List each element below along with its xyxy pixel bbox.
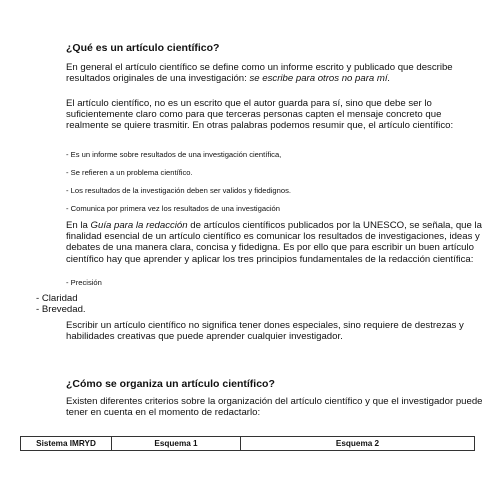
table-header-cell: Sistema IMRYD [21,437,112,451]
principle-item: - Precisión [66,278,102,287]
bullet-item: - Se refieren a un problema científico. [66,168,193,177]
paragraph-claridad: El artículo científico, no es un escrito que el autor guarda para sí, sino que debe ser lo suficientemente claro como para que terceras personas capten el mensaje concreto que realmente se quiere trasmitir. En otras palabras podemos resumir que, el artículo científico: [66,98,454,132]
paragraph-unesco [66,220,486,265]
paragraph-unesco-text-end: de artículos científicos publicados por la UNESCO, se señala, que la finalidad esencial de un artículo científico es comunicar los resultados de investigaciones, ideas y debates de una manera clara, concisa y fidedigna. Es por ello que para escribir un buen artículo científico hay que aprender y aplicar los tres principios fundamentales de la redacción científica: [66,220,482,265]
table-header-cell: Esquema 1 [112,437,241,451]
paragraph-unesco-text-start: En la [66,220,91,231]
table-header-cell: Esquema 2 [241,437,475,451]
paragraph-unesco-guide-title: Guía para la redacción [90,220,188,231]
principle-item: - Claridad [36,293,78,304]
schemes-table [20,436,475,451]
heading-que-es: ¿Qué es un artículo científico? [66,42,220,54]
bullet-item: - Es un informe sobre resultados de una investigación científica, [66,150,282,159]
paragraph-destrezas: Escribir un artículo científico no significa tener dones especiales, sino requiere de destrezas y habilidades creativas que puede aprender cualquier investigador. [66,320,464,343]
table-header-row [21,437,475,451]
principle-item: - Brevedad. [36,304,86,315]
bullet-item: - Comunica por primera vez los resultados de una investigación [66,204,280,213]
paragraph-definition-emphasis: se escribe para otros no para mí. [249,73,391,85]
paragraph-definition [66,62,486,84]
paragraph-definition-text: En general el artículo científico se define como un informe escrito y publicado que describe resultados originales de una investigación: [66,62,453,85]
bullet-item: - Los resultados de la investigación deben ser validos y fidedignos. [66,186,291,195]
paragraph-criterios: Existen diferentes criterios sobre la organización del artículo científico y que el investigador puede tener en cuenta en el momento de redactarlo: [66,396,483,419]
heading-como-se-organiza: ¿Cómo se organiza un artículo científico? [66,378,275,390]
